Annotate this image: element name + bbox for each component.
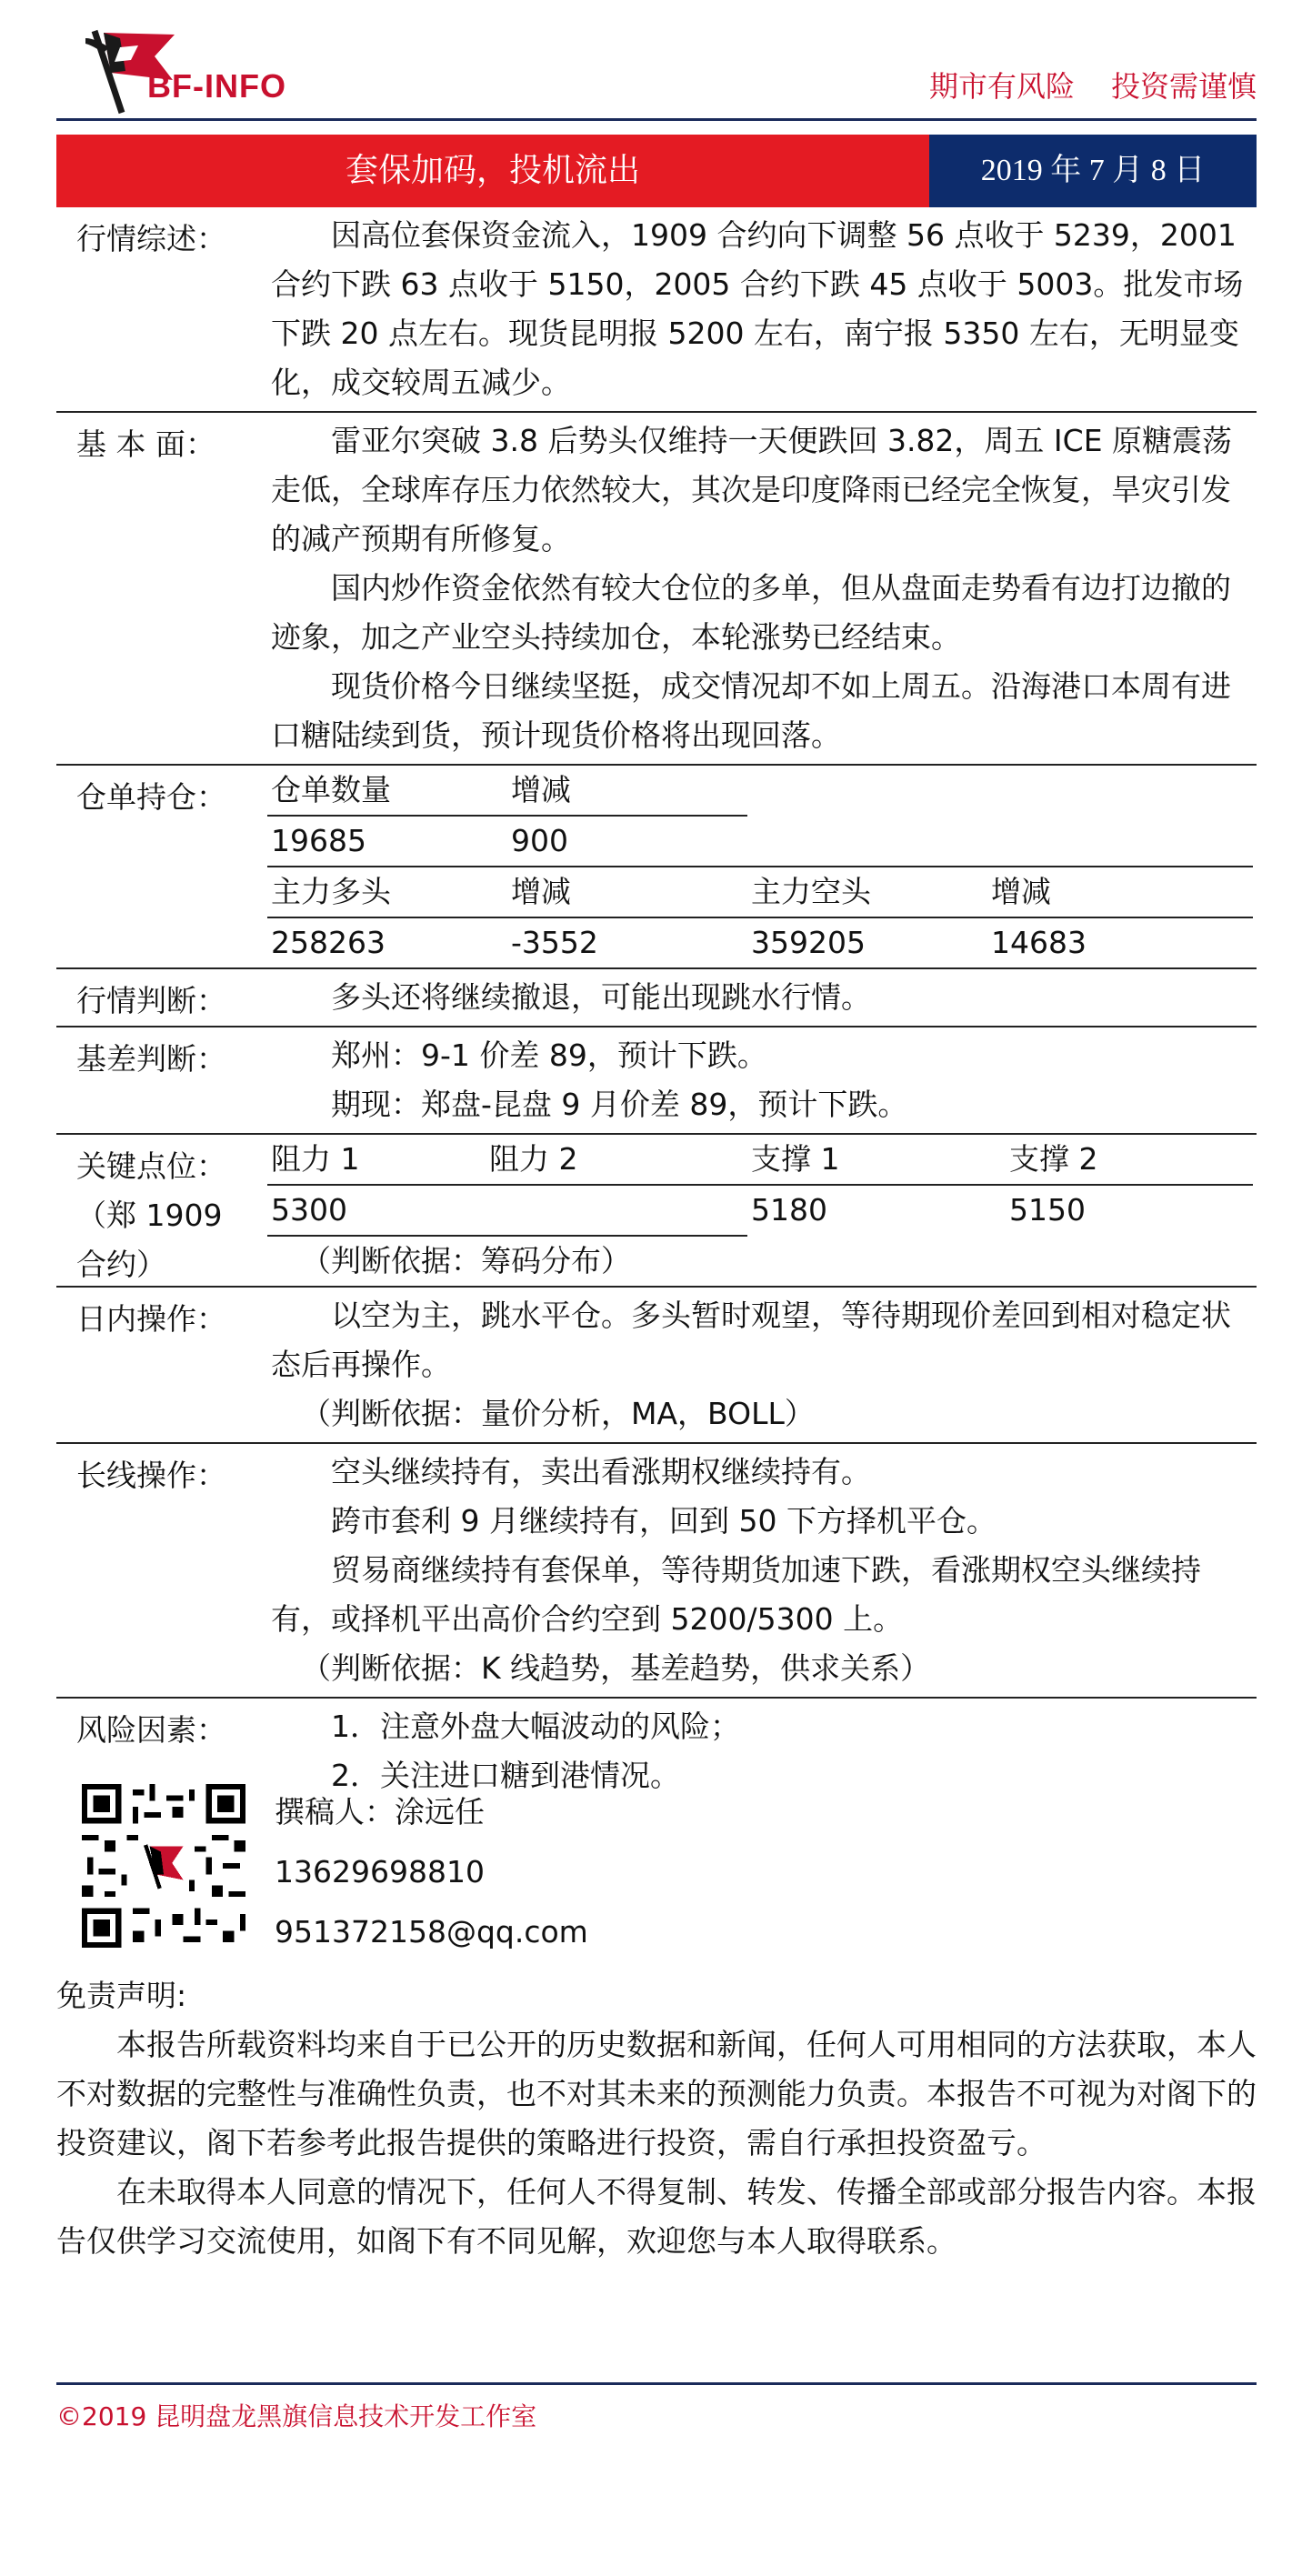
header-divider [56, 118, 1257, 121]
author-phone: 13629698810 [275, 1854, 485, 1889]
disclaimer-paragraph: 本报告所载资料均来自于已公开的历史数据和新闻，任何人可用相同的方法获取，本人不对数据的完整性与准确性负责，也不对其未来的预测能力负责。本报告不可视为对阁下的投资建议，阁下若参考此报告提供的策略进行投资，需自行承担投资盈亏。 [56, 2027, 1257, 2160]
section-label: 基 本 面： [76, 426, 215, 462]
warehouse-table [267, 766, 1257, 967]
table-header-cell: 阻力 2 [486, 1135, 747, 1186]
footer-copyright: ©2019 昆明盘龙黑旗信息技术开发工作室 [56, 2401, 537, 2431]
page-header [56, 20, 1257, 120]
longterm-paragraph: 空头继续持有，卖出看涨期权继续持有。 [331, 1454, 871, 1489]
section-fundamentals [56, 413, 1257, 766]
section-label: 仓单持仓： [76, 779, 226, 815]
disclaimer-block [56, 1971, 1257, 2266]
longterm-paragraph: 跨市套利 9 月继续持有，回到 50 下方择机平仓。 [331, 1503, 997, 1539]
table-cell: 5300 [267, 1186, 486, 1237]
author-block [56, 1775, 1257, 1957]
report-title: 套保加码，投机流出 [56, 135, 929, 207]
key-levels-contract: （郑 1909 [76, 1198, 223, 1233]
basis-line: 期现：郑盘-昆盘 9 月价差 89，预计下跌。 [331, 1087, 908, 1122]
basis-line: 郑州：9-1 价差 89，预计下跌。 [331, 1037, 767, 1073]
table-header-cell: 支撑 2 [1006, 1135, 1253, 1186]
section-label: 行情判断： [76, 983, 226, 1018]
section-label: 行情综述： [76, 221, 226, 256]
section-longterm [56, 1444, 1257, 1699]
motto-risk: 期市有风险 [928, 69, 1075, 104]
table-cell: 14683 [991, 925, 1087, 960]
longterm-basis-note: （判断依据：K 线趋势，基差趋势，供求关系） [301, 1650, 931, 1686]
table-header-cell: 增减 [507, 867, 747, 918]
section-label [76, 1142, 226, 1289]
section-basis [56, 1027, 1257, 1135]
section-market-summary [56, 207, 1257, 413]
author-name: 撰稿人：涂远任 [275, 1794, 485, 1829]
fundamentals-paragraph: 国内炒作资金依然有较大仓位的多单，但从盘面走势看有边打边撤的迹象，加之产业空头持续加仓，本轮涨势已经结束。 [271, 570, 1231, 655]
section-label: 风险因素： [76, 1712, 226, 1748]
brand-name: BF-INFO [147, 67, 286, 105]
risk-item: 2．关注进口糖到港情况。 [331, 1758, 680, 1793]
key-levels-contract-suffix: 合约） [76, 1247, 166, 1282]
footer-divider [56, 2382, 1257, 2385]
table-header-cell: 仓单数量 [267, 766, 507, 817]
section-warehouse [56, 766, 1257, 969]
intraday-text: 以空为主，跳水平仓。多头暂时观望，等待期现价差回到相对稳定状态后再操作。 [271, 1298, 1231, 1382]
table-cell: -3552 [511, 925, 598, 960]
report-date: 2019 年 7 月 8 日 [929, 135, 1257, 207]
fundamentals-paragraph: 雷亚尔突破 3.8 后势头仅维持一天便跌回 3.82，周五 ICE 原糖震荡走低，全球库存压力依然较大，其次是印度降雨已经完全恢复，旱灾引发的减产预期有所修复。 [271, 423, 1233, 556]
intraday-basis-note: （判断依据：量价分析，MA，BOLL） [301, 1396, 815, 1431]
table-header-cell: 增减 [987, 867, 1253, 918]
table-cell: 900 [507, 817, 747, 867]
section-intraday [56, 1288, 1257, 1444]
table-cell: 5150 [1009, 1192, 1086, 1228]
table-cell [486, 1186, 747, 1237]
motto-caution: 投资需谨慎 [1110, 69, 1257, 104]
section-key-levels [56, 1135, 1257, 1288]
title-banner [56, 135, 1257, 207]
qr-code-icon [82, 1784, 245, 1948]
judgment-text: 多头还将继续撤退，可能出现跳水行情。 [331, 979, 871, 1015]
disclaimer-title: 免责声明: [56, 1978, 187, 2013]
key-levels-basis-note: （判断依据：筹码分布） [301, 1243, 631, 1278]
header-motto [929, 64, 1257, 105]
section-label: 基差判断： [76, 1041, 226, 1077]
section-label: 长线操作： [76, 1458, 226, 1493]
author-email: 951372158@qq.com [275, 1914, 588, 1950]
table-header-cell: 主力空头 [747, 867, 987, 918]
longterm-paragraph: 贸易商继续持有套保单，等待期货加速下跌，看涨期权空头继续持有，或择机平出高价合约空到 5200/5300 上。 [271, 1552, 1201, 1637]
table-header-cell: 主力多头 [267, 867, 507, 918]
key-levels-table [267, 1135, 1257, 1237]
section-label: 日内操作： [76, 1301, 226, 1337]
key-levels-label: 关键点位： [76, 1148, 226, 1184]
table-cell: 359205 [751, 925, 866, 960]
table-header-cell: 阻力 1 [267, 1135, 486, 1186]
table-cell: 19685 [267, 817, 507, 867]
fundamentals-paragraph: 现货价格今日继续坚挺，成交情况却不如上周五。沿海港口本周有进口糖陆续到货，预计现货价格将出现回落。 [271, 668, 1231, 753]
table-header-cell: 支撑 1 [747, 1135, 1006, 1186]
market-summary-text: 因高位套保资金流入，1909 合约向下调整 56 点收于 5239，2001 合约下跌 63 点收于 5150，2005 合约下跌 45 点收于 5003。批发市场下跌 20 点左右。现货昆明报 5200 左右，南宁报 5350 左右，无明显变化，成交较周五减少。 [271, 217, 1244, 400]
risk-item: 1．注意外盘大幅波动的风险； [331, 1709, 740, 1744]
table-cell: 5180 [751, 1192, 827, 1228]
section-judgment [56, 969, 1257, 1027]
disclaimer-paragraph: 在未取得本人同意的情况下，任何人不得复制、转发、传播全部或部分报告内容。本报告仅供学习交流使用，如阁下有不同见解，欢迎您与本人取得联系。 [56, 2174, 1257, 2259]
table-header-cell: 增减 [507, 766, 747, 817]
table-cell: 258263 [271, 925, 386, 960]
report-body [56, 207, 1257, 1804]
